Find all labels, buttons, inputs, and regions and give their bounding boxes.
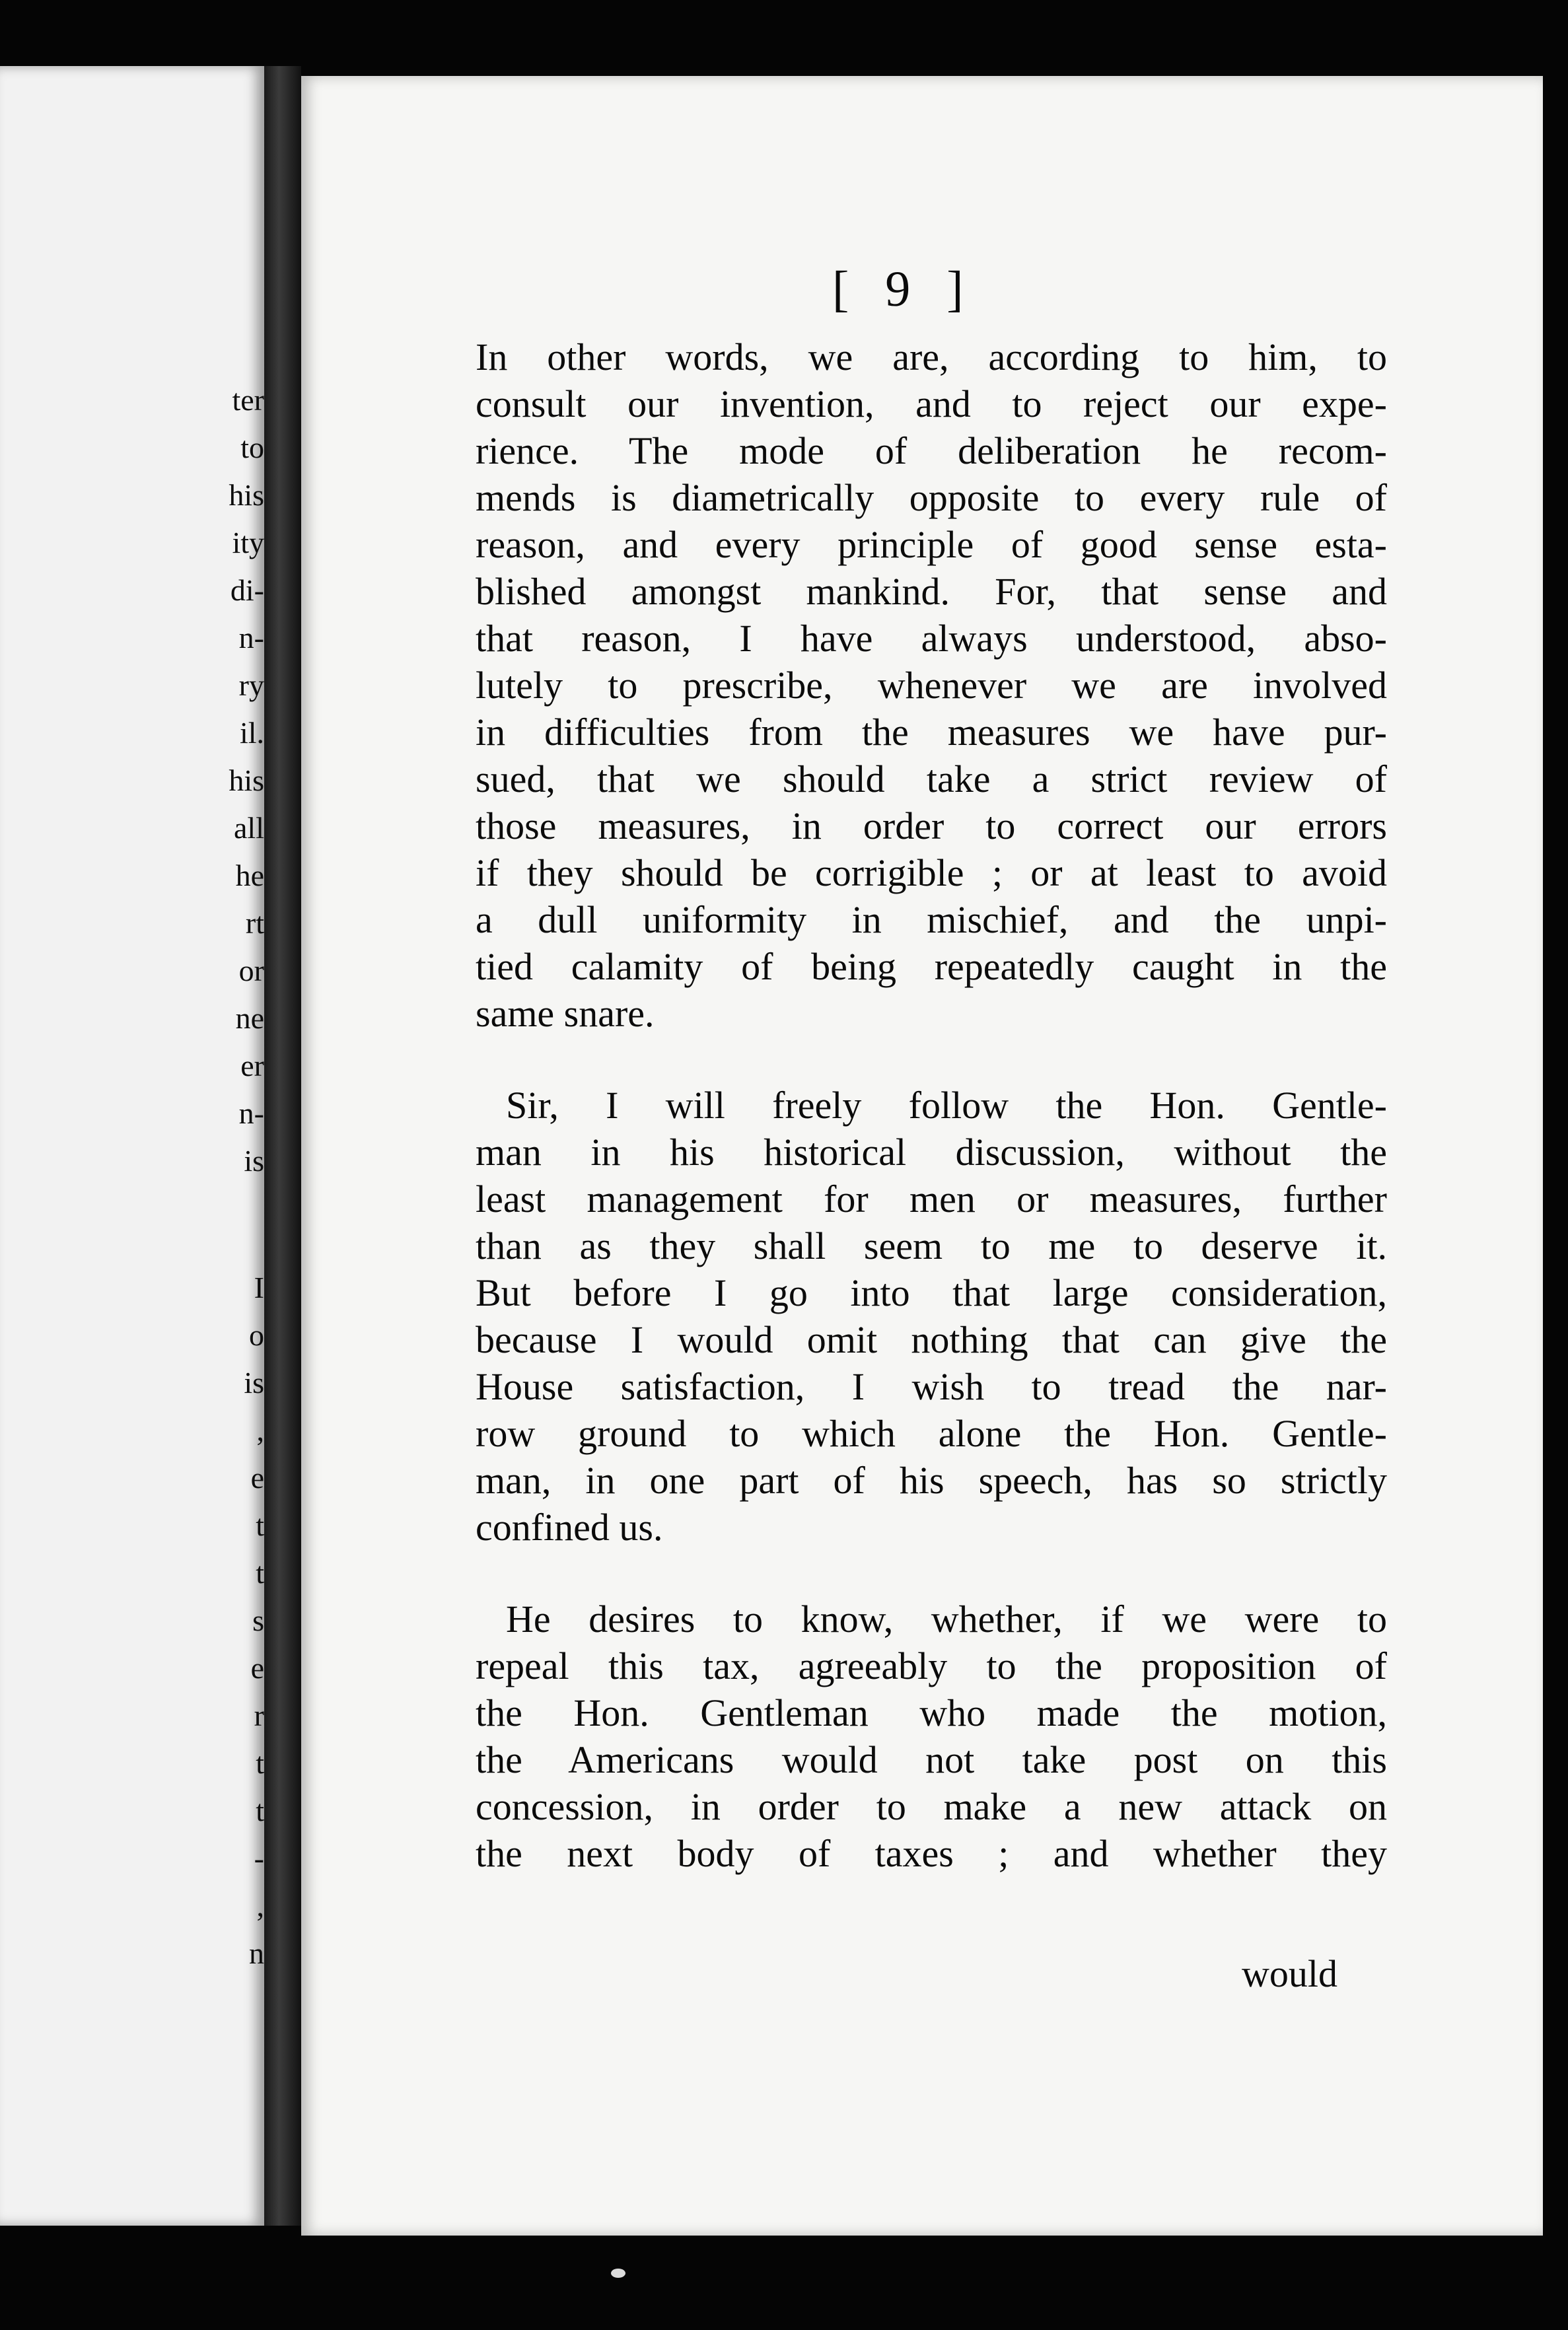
paragraph	[476, 1082, 1387, 1551]
facing-page-fragment: e	[250, 1651, 264, 1685]
text-line: Sir, I will freely follow the Hon. Gentle-	[506, 1084, 1387, 1127]
facing-page-fragment: o	[249, 1318, 264, 1352]
facing-page-fragment: er	[240, 1049, 264, 1082]
facing-page-fragment: his	[229, 763, 264, 797]
facing-page-fragment: he	[235, 859, 264, 892]
facing-page-fragment: to	[240, 431, 264, 464]
catchword: would	[1242, 1952, 1337, 1995]
text-line: the next body of taxes ; and whether they	[476, 1832, 1387, 1875]
facing-page	[0, 66, 264, 2226]
text-line: He desires to know, whether, if we were to	[506, 1598, 1387, 1641]
text-line: that reason, I have always understood, abso-	[476, 617, 1387, 660]
facing-page-fragment: di-	[230, 573, 264, 607]
facing-page-fragment: ter	[232, 383, 264, 417]
facing-page-fragment: or	[238, 954, 264, 987]
text-line: least management for men or measures, further	[476, 1178, 1387, 1220]
text-line: blished amongst mankind. For, that sense and	[476, 570, 1387, 613]
facing-page-fragment: s	[252, 1604, 264, 1637]
facing-page-fragment: n-	[238, 621, 264, 654]
text-line: rience. The mode of deliberation he recom-	[476, 429, 1387, 472]
facing-page-fragment: t	[256, 1556, 264, 1590]
facing-page-fragment: I	[254, 1271, 264, 1304]
facing-page-fragment: t	[256, 1746, 264, 1780]
text-line: House satisfaction, I wish to tread the nar-	[476, 1365, 1387, 1408]
facing-page-fragment: all	[234, 811, 264, 845]
text-line: consult our invention, and to reject our expe-	[476, 382, 1387, 425]
text-line: concession, in order to make a new attack on	[476, 1785, 1387, 1828]
facing-page-fragment: is	[244, 1144, 264, 1178]
facing-page-fragment: r	[254, 1699, 264, 1732]
text-line: confined us.	[476, 1506, 663, 1549]
facing-page-fragment	[198, 1185, 264, 1264]
facing-page-fragment: ity	[232, 526, 264, 559]
facing-page-fragment: is	[244, 1366, 264, 1399]
paragraph	[476, 334, 1387, 1037]
facing-page-fragment: e	[250, 1461, 264, 1495]
text-line: lutely to prescribe, whenever we are involved	[476, 664, 1387, 707]
paragraph	[476, 1596, 1387, 1877]
facing-page-fragment: ne	[235, 1001, 264, 1035]
text-line: the Hon. Gentleman who made the motion,	[476, 1691, 1387, 1734]
text-line: But before I go into that large consideration,	[476, 1271, 1387, 1314]
facing-page-fragment: t	[256, 1794, 264, 1827]
facing-page-fragment: n-	[238, 1096, 264, 1130]
facing-page-fragment: ry	[238, 668, 264, 702]
facing-page-fragment: il.	[239, 716, 264, 750]
body-text	[476, 334, 1387, 1922]
text-line: because I would omit nothing that can give the	[476, 1318, 1387, 1361]
text-line: than as they shall seem to me to deserve it.	[476, 1224, 1387, 1267]
text-line: the Americans would not take post on this	[476, 1738, 1387, 1781]
facing-page-fragment: rt	[245, 906, 264, 940]
text-line: if they should be corrigible ; or at least to avoid	[476, 851, 1387, 894]
page-number: [ 9 ]	[832, 262, 976, 317]
facing-page-fragment: ,	[256, 1889, 264, 1923]
text-line: man, in one part of his speech, has so strictly	[476, 1459, 1387, 1502]
text-line: mends is diametrically opposite to every rule of	[476, 476, 1387, 519]
text-line: sued, that we should take a strict review of	[476, 758, 1387, 800]
text-line: man in his historical discussion, without the	[476, 1131, 1387, 1174]
facing-page-fragment: n	[249, 1936, 264, 1970]
text-line: row ground to which alone the Hon. Gentle-	[476, 1412, 1387, 1455]
facing-page-text-fragments	[198, 376, 264, 1977]
text-line: reason, and every principle of good sense esta-	[476, 523, 1387, 566]
facing-page-fragment: -	[254, 1841, 264, 1875]
text-line: a dull uniformity in mischief, and the unpi-	[476, 898, 1387, 941]
facing-page-fragment: his	[229, 478, 264, 512]
text-line: in difficulties from the measures we have pur-	[476, 711, 1387, 754]
facing-page-fragment: t	[256, 1508, 264, 1542]
text-line: In other words, we are, according to him, to	[476, 335, 1387, 378]
text-line: tied calamity of being repeatedly caught in the	[476, 945, 1387, 988]
text-line: repeal this tax, agreeably to the proposition of	[476, 1644, 1387, 1687]
book-gutter	[264, 66, 301, 2226]
text-line: those measures, in order to correct our errors	[476, 804, 1387, 847]
ink-speck	[611, 2269, 625, 2278]
text-line: same snare.	[476, 992, 655, 1035]
facing-page-fragment: ,	[256, 1413, 264, 1447]
